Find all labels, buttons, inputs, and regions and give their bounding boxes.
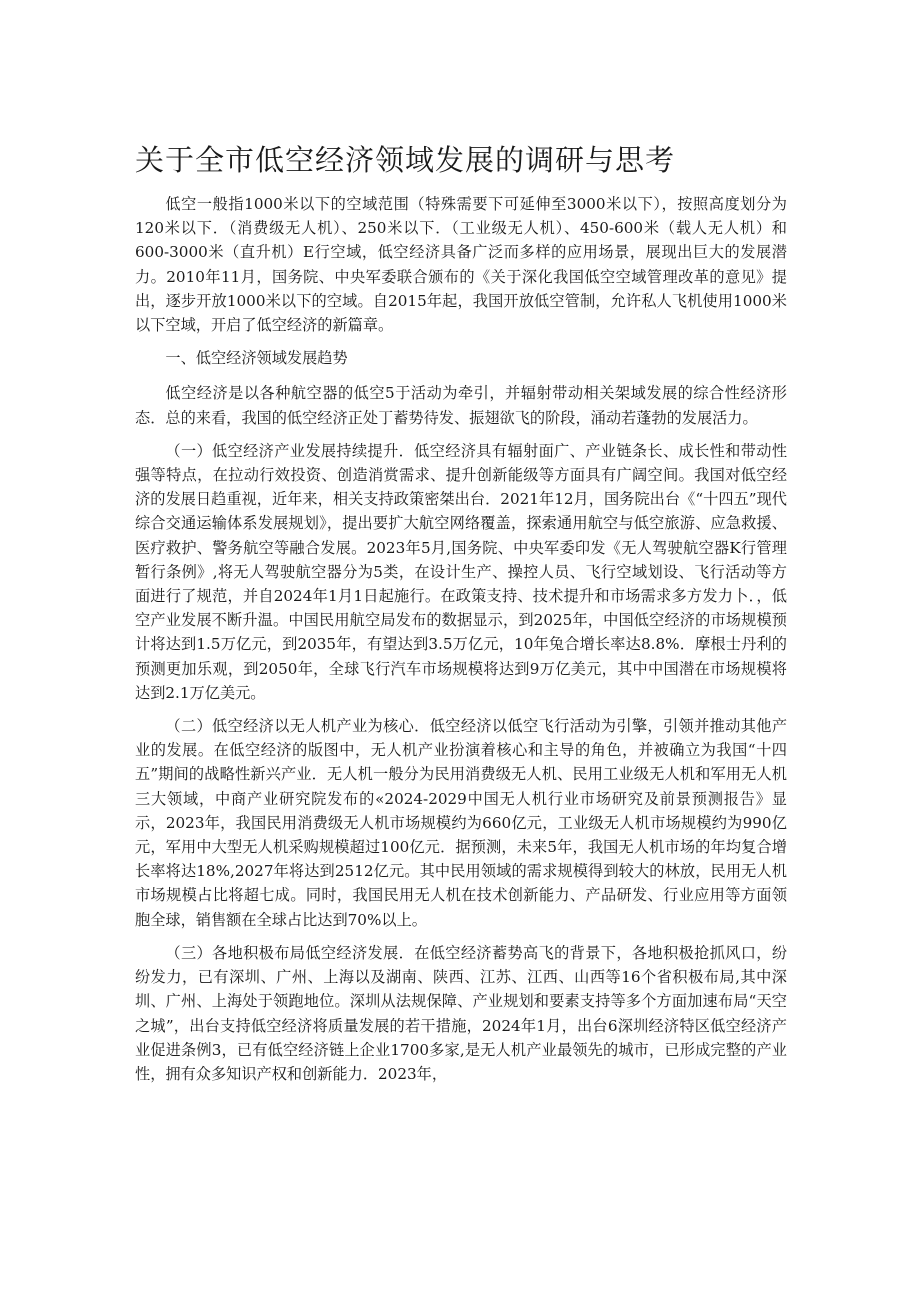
paragraph-industry-growth: （一）低空经济产业发展持续提升．低空经济具有辐射面广、产业链条长、成长性和带动性强等特点，在拉动行效投资、创造消赏需求、提升创新能级等方面具有广阔空间。我国对低空经济的发展日趋重视，近年来，相关支持政策密桀出台．2021年12月，国务院出台《“十四五”现代综合交通运输体系发展规划》，提出要扩大航空网络覆盖，探索通用航空与低空旅游、应急救援、医疗救护、警务航空等融合发展。2023年5月,国务院、中央军委印发《无人驾驶航空器K行管理暂行条例》,将无人驾驶航空器分为5类，在设计生产、操控人员、飞行空域划设、飞行活动等方面进行了规范，并自2024年1月1日起施行。在政策支持、技术提升和市场需求多方发力卜．，低空产业发展不断升温。中国民用航空局发布的数据显示，到2025年，中国低空经济的市场规模预计将达到1.5万亿元，到2035年，有望达到3.5万亿元，10年兔合增长率达8.8%．摩根士丹利的预测更加乐观，到2050年，全球飞行汽车市场规模将达到9万亿美元，其中中国潜在市场规模将达到2.1万亿美元。 — [135, 441, 787, 702]
paragraph-drone-core: （二）低空经济以无人机产业为核心．低空经济以低空飞行活动为引擎，引领并推动其他产业的发展。在低空经济的版图中，无人机产业扮演着核心和主导的角色，并被确立为我国“十四五”期间的战略性新兴产业．无人机一般分为民用消费级无人机、民用工业级无人机和军用无人机三大领域，中商产业研究院发布的«2024-2029中国无人机行业市场研究及前景预测报告》显示，2023年，我国民用消费级无人机市场规模约为660亿元，工业级无人机市场规模约为990亿元，军用中大型无人机采购规模超过100亿元．据预测，未来5年，我国无人机市场的年均复合增长率将达18%,2027年将达到2512亿元。其中民用领域的需求规模得到较大的林放，民用无人机市场规模占比将超七成。同时，我国民用无人机在技术创新能力、产品研发、行业应用等方面领胞全球，销售额在全球占比达到70%以上。 — [135, 717, 787, 929]
paragraph-regional-layout: （三）各地积极布局低空经济发展．在低空经济蓄势高飞的背景下，各地积极抢抓风口，纷纷发力，已有深圳、广州、上海以及湖南、陕西、江苏、江西、山西等16个省积极布局,其中深圳、广州、上海处于领跑地位。深圳从法规保障、产业规划和要素支持等多个方面加速布局“天空之城”，出台支持低空经济将质量发展的若干措施，2024年1月，出台6深圳经济特区低空经济产业促进条例3，已有低空经济链上企业1700多家,是无人机产业最领先的城市，已形成完整的产业性，拥有众多知识产权和创新能力．2023年， — [135, 943, 787, 1083]
paragraph-overview: 低空经济是以各种航空器的低空5于活动为牵引，并辐射带动相关架域发展的综合性经济形态．总的来看，我国的低空经济正处丁蓄势待发、振翅欲飞的阶段，涌动若蓬勃的发展活力。 — [135, 384, 787, 427]
section-heading-trends: 一、低空经济领域发展趋势 — [165, 349, 348, 368]
paragraph-intro: 低空一般指1000米以下的空域范围（特殊需要下可延伸至3000米以下），按照高度划分为120米以下．（消费级无人机）、250米以下．（工业级无人机）、450-600米（载人无人机）和600-3000米（直升机）E行空域，低空经济具备广泛而多样的应用场景，展现出巨大的发展潜力。2010年11月，国务院、中央军委联合颁布的《关于深化我国低空空域管理改革的意见》提出，逐步开放1000米以下的空域。自2015年起，我国开放低空管制，允许私人飞机使用1000米以下空域，开启了低空经济的新篇章。 — [135, 195, 787, 335]
document-title: 关于全市低空经济领域发展的调研与思考 — [135, 143, 676, 177]
document-body — [135, 192, 787, 1095]
